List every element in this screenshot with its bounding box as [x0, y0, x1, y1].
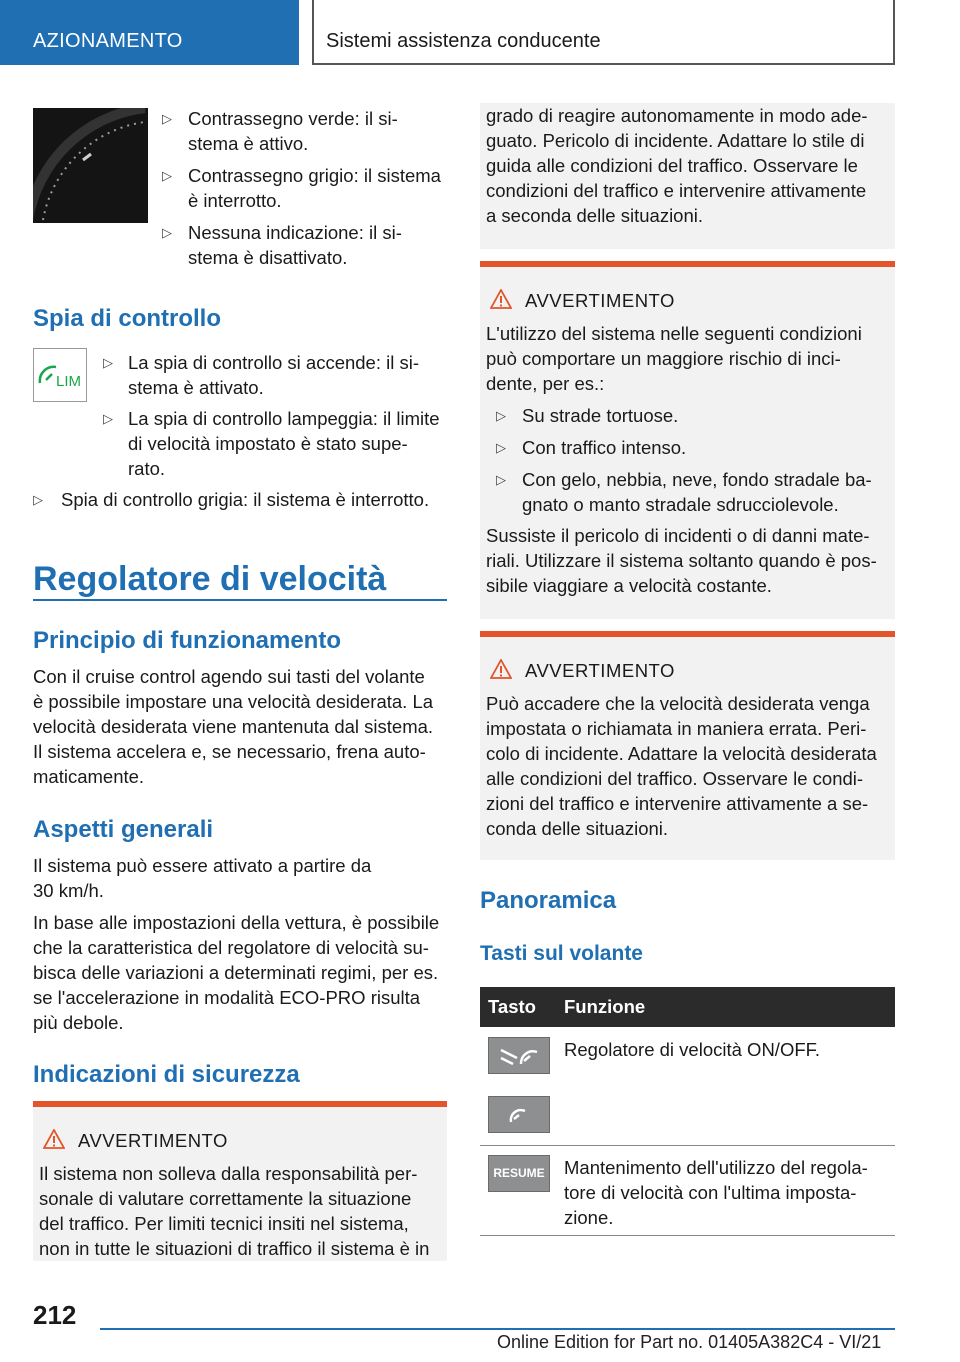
footer-edition: Online Edition for Part no. 01405A382C4 - VI/21 [497, 1332, 882, 1352]
warning-title: AVVERTIMENTO [525, 660, 675, 681]
section-heading: Principio di funzionamento [33, 627, 341, 654]
list-bullet-icon: ▷ [496, 408, 506, 423]
page-title: Regolatore di velocità [33, 560, 387, 598]
column-header-tasto: Tasto [488, 996, 536, 1017]
section-heading: Aspetti generali [33, 816, 214, 843]
warning-title: AVVERTIMENTO [525, 290, 675, 311]
speedometer-image [33, 108, 148, 223]
list-item: ▷ Contrassegno verde: il si- stema è attivo. [162, 108, 398, 154]
cruise-control-on-off-button-icon [488, 1037, 550, 1074]
list-bullet-icon: ▷ [103, 355, 113, 370]
warning-bar [480, 261, 895, 267]
list-item: ▷ Su strade tortuose. [496, 405, 679, 426]
warning-text: Il sistema non solleva dalla responsabilità per- sonale di valutare correttamente la situazione del traffico. Per limiti tecnici insiti nel sistema, non in tutte le situazioni di traffico il sistema è in [39, 1163, 430, 1259]
table-row [480, 1027, 895, 1146]
warning-box [33, 1101, 447, 1261]
speed-limit-indicator-icon [33, 348, 87, 402]
cruise-control-button-icon [488, 1096, 550, 1133]
warning-box [480, 261, 895, 619]
warning-text: Sussiste il pericolo di incidenti o di danni mate- riali. Utilizzare il sistema soltanto quando è pos- sibile viaggiare a velocità costante. [486, 525, 877, 596]
warning-bar [33, 1101, 447, 1107]
paragraph: In base alle impostazioni della vettura, è possibile che la caratteristica del regolatore di velocità su- bisca delle variazioni a determinati regimi, per es. se l'accelerazione in modalità ECO-PRO risulta più debole. [33, 912, 440, 1033]
header-chapter-title: Sistemi assistenza conducente [312, 0, 895, 65]
warning-box [480, 631, 895, 860]
section-heading: Indicazioni di sicurezza [33, 1061, 300, 1088]
warning-triangle-icon [43, 1129, 65, 1149]
title-underline [33, 599, 447, 601]
warning-text: L'utilizzo del sistema nelle seguenti condizioni può comportare un maggiore rischio di inci- dente, per es.: [486, 323, 862, 394]
list-bullet-icon: ▷ [496, 440, 506, 455]
warning-triangle-icon [490, 289, 512, 309]
list-item: ▷ Spia di controllo grigia: il sistema è interrotto. [33, 489, 430, 510]
list-item: ▷ Nessuna indicazione: il si- stema è disattivato. [162, 222, 402, 268]
list-item: ▷ Con traffico intenso. [496, 437, 687, 458]
section-heading: Panoramica [480, 887, 617, 914]
warning-text: grado di reagire autonomamente in modo ade- guato. Pericolo di incidente. Adattare lo stile di guida alle condizioni del traffico. Osservare le condizioni del traffico e intervenire attivamente a seconda delle situazioni. [486, 105, 868, 226]
list-item: ▷ Contrassegno grigio: il sistema è interrotto. [162, 165, 441, 211]
resume-button-icon: RESUME [488, 1155, 550, 1192]
subsection-heading: Tasti sul volante [480, 942, 643, 965]
svg-text:LIM: LIM [56, 373, 82, 390]
header-section-tab: AZIONAMENTO [0, 0, 299, 65]
warning-bar [480, 631, 895, 637]
list-item: ▷ Con gelo, nebbia, neve, fondo stradale ba- gnato o manto stradale sdrucciolevole. [496, 469, 872, 515]
page-number: 212 [33, 1300, 77, 1330]
warning-triangle-icon [490, 659, 512, 679]
list-bullet-icon: ▷ [162, 111, 172, 126]
table-row [480, 1145, 895, 1236]
list-bullet-icon: ▷ [496, 472, 506, 487]
section-heading: Spia di controllo [33, 305, 222, 332]
paragraph: Il sistema può essere attivato a partire da 30 km/h. [33, 855, 372, 901]
list-bullet-icon: ▷ [162, 225, 172, 240]
table-cell-funzione: Regolatore di velocità ON/OFF. [564, 1039, 821, 1060]
list-bullet-icon: ▷ [103, 411, 113, 426]
list-item: ▷ La spia di controllo si accende: il si- stema è attivato. [103, 352, 420, 398]
list-bullet-icon: ▷ [33, 492, 43, 507]
warning-text: Può accadere che la velocità desiderata venga impostata o richiamata in maniera errata. Peri- colo di incidente. Adattare la velocità desiderata alle condizioni del traffico. Osservare le condi- zioni del traffico e intervenire attivamente a se- conda delle situazioni. [486, 693, 877, 839]
list-bullet-icon: ▷ [162, 168, 172, 183]
table-cell-funzione: Mantenimento dell'utilizzo del regola- tore di velocità con l'ultima imposta- zione. [564, 1157, 868, 1228]
footer-line [100, 1328, 895, 1330]
warning-title: AVVERTIMENTO [78, 1130, 228, 1151]
column-header-funzione: Funzione [564, 996, 646, 1017]
warning-continuation-box [480, 103, 895, 249]
list-item: ▷ La spia di controllo lampeggia: il limite di velocità impostato è stato supe- rato. [103, 408, 440, 479]
table-header [480, 987, 895, 1027]
paragraph: Con il cruise control agendo sui tasti del volante è possibile impostare una velocità desiderata. La velocità desiderata viene mantenuta dal sistema. Il sistema accelera e, se necessario, frena auto- maticamente. [33, 666, 434, 787]
